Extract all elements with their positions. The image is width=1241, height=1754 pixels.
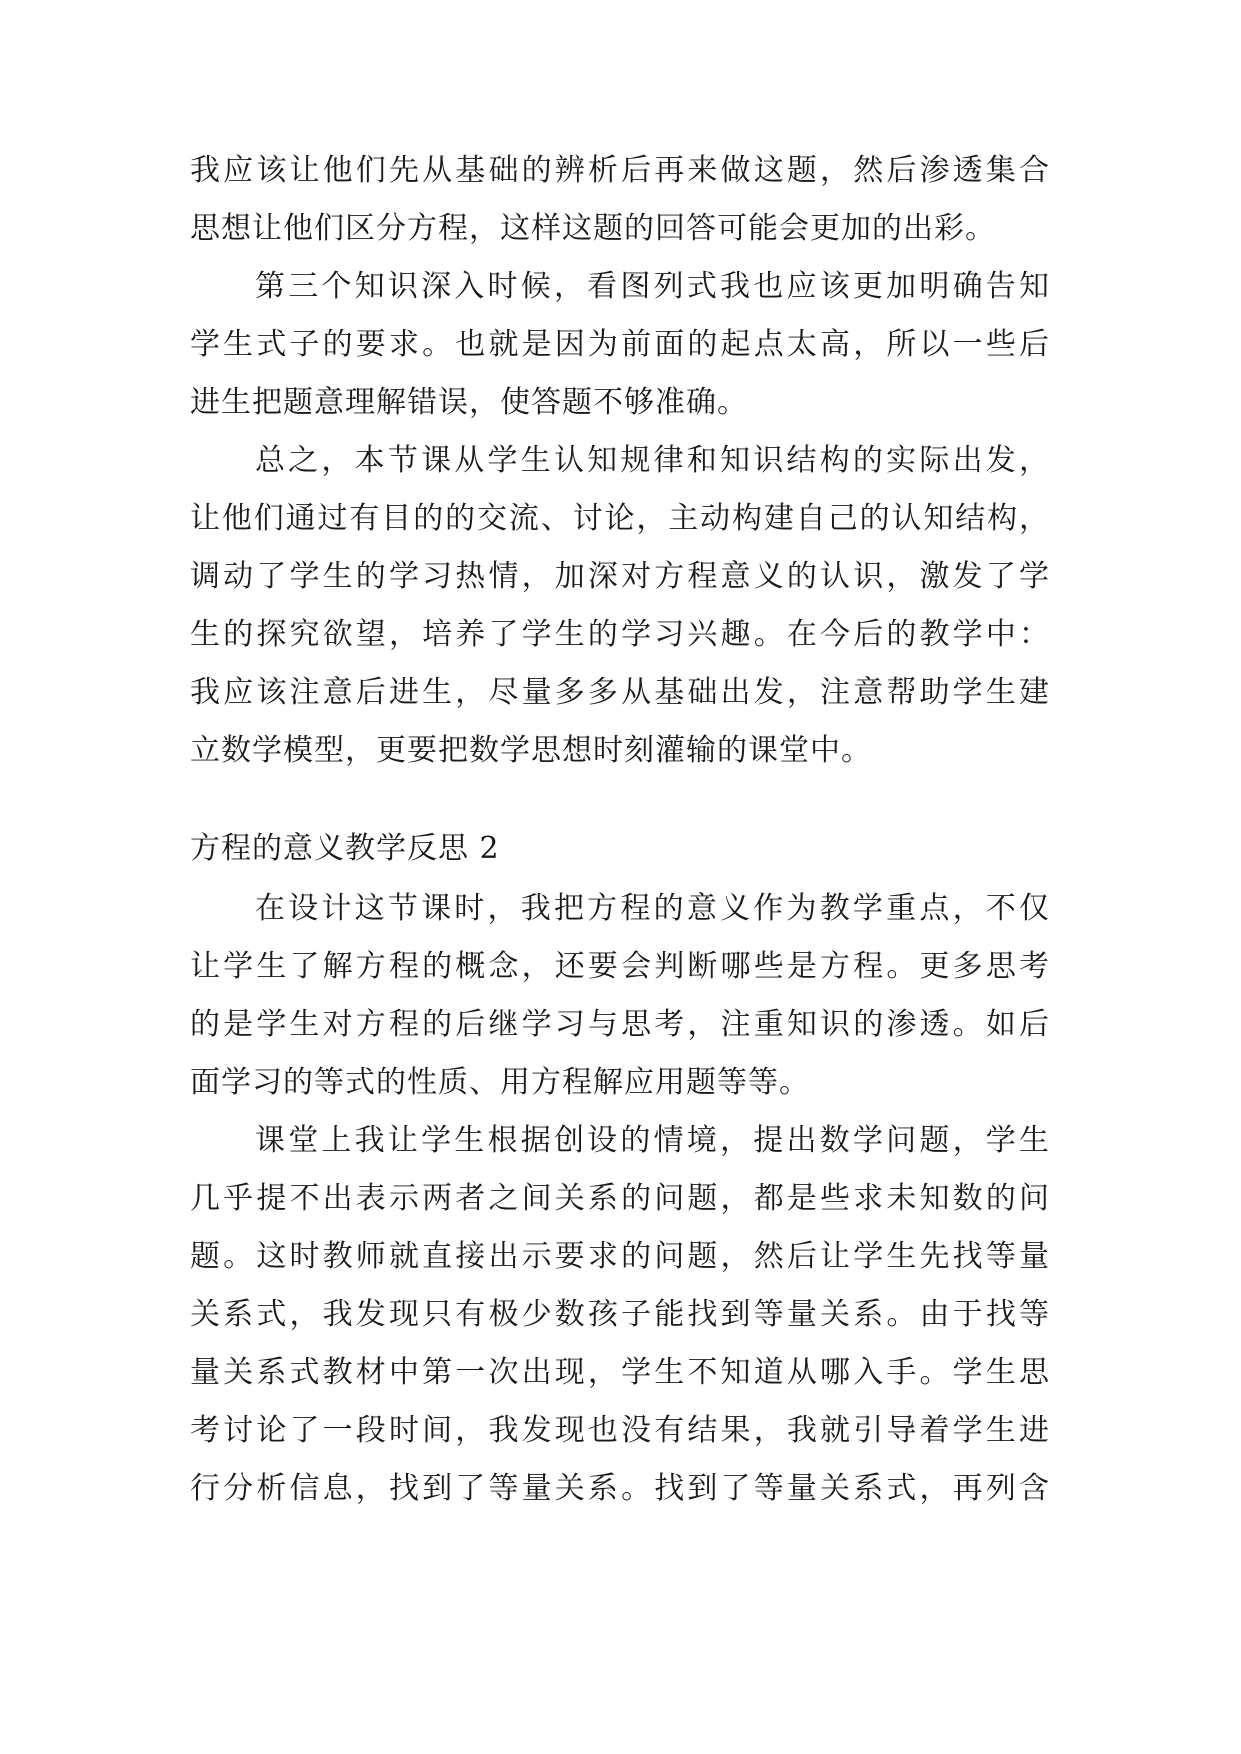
text-line: 的是学生对方程的后继学习与思考，注重知识的渗透。如后: [190, 1007, 1050, 1042]
text-line: 生的探究欲望，培养了学生的学习兴趣。在今后的教学中：: [190, 617, 1050, 652]
text-line: 学生式子的要求。也就是因为前面的起点太高，所以一些后: [190, 327, 1050, 362]
text-line: 调动了学生的学习热情，加深对方程意义的认识，激发了学: [190, 559, 1050, 594]
text-line: 我应该注意后进生，尽量多多从基础出发，注意帮助学生建: [190, 675, 1050, 710]
section-heading: 方程的意义教学反思 2: [190, 831, 500, 866]
text-line: 面学习的等式的性质、用方程解应用题等等。: [190, 1065, 810, 1100]
text-line: 第三个知识深入时候，看图列式我也应该更加明确告知: [255, 269, 1050, 304]
text-line: 几乎提不出表示两者之间关系的问题，都是些求未知数的问: [190, 1181, 1050, 1216]
text-line: 课堂上我让学生根据创设的情境，提出数学问题，学生: [255, 1123, 1050, 1158]
text-line: 量关系式教材中第一次出现，学生不知道从哪入手。学生思: [190, 1355, 1050, 1390]
text-line: 考讨论了一段时间，我发现也没有结果，我就引导着学生进: [190, 1413, 1050, 1448]
text-line: 让他们通过有目的的交流、讨论，主动构建自己的认知结构，: [190, 501, 1050, 536]
text-line: 我应该让他们先从基础的辨析后再来做这题，然后渗透集合: [190, 153, 1050, 188]
text-line: 行分析信息，找到了等量关系。找到了等量关系式，再列含: [190, 1471, 1050, 1506]
text-line: 关系式，我发现只有极少数孩子能找到等量关系。由于找等: [190, 1297, 1050, 1332]
text-line: 思想让他们区分方程，这样这题的回答可能会更加的出彩。: [190, 211, 996, 246]
text-line: 进生把题意理解错误，使答题不够准确。: [190, 385, 748, 420]
text-line: 题。这时教师就直接出示要求的问题，然后让学生先找等量: [190, 1239, 1050, 1274]
paragraph-block-1: [190, 142, 1050, 780]
paragraph-block-2: [190, 880, 1050, 1518]
text-line: 在设计这节课时，我把方程的意义作为教学重点，不仅: [255, 891, 1050, 926]
text-line: 总之，本节课从学生认知规律和知识结构的实际出发，: [255, 443, 1050, 478]
text-line: 让学生了解方程的概念，还要会判断哪些是方程。更多思考: [190, 949, 1050, 984]
text-line: 立数学模型，更要把数学思想时刻灌输的课堂中。: [190, 733, 872, 768]
